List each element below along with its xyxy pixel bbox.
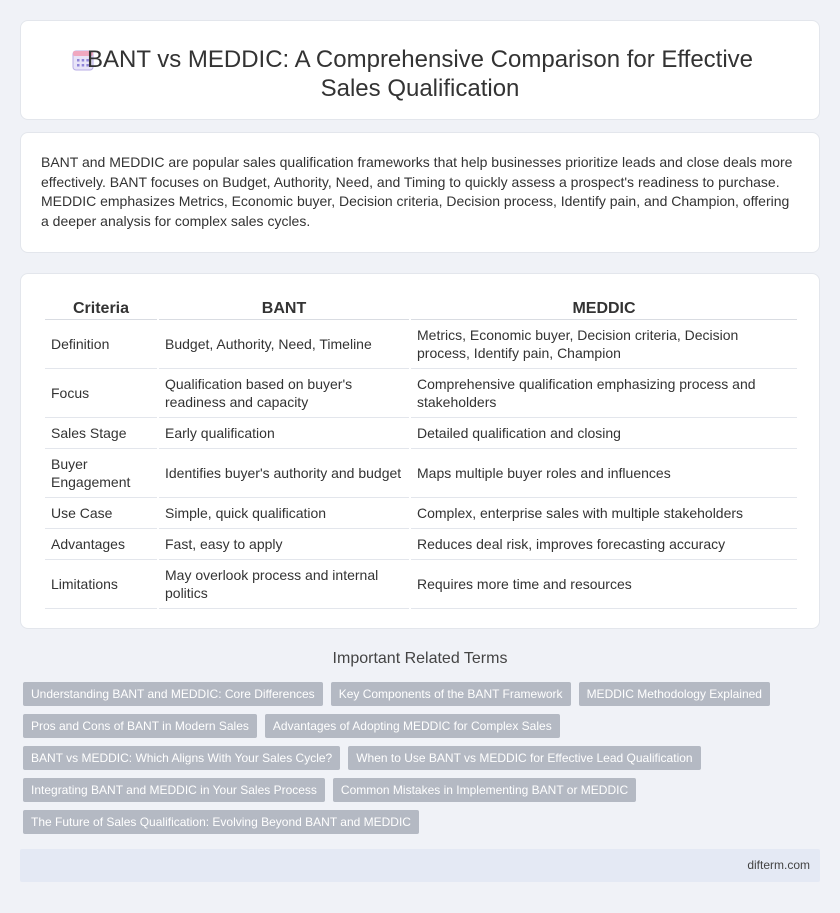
table-row: [45, 418, 797, 449]
criteria-cell: Sales Stage: [45, 418, 157, 449]
related-term-link[interactable]: The Future of Sales Qualification: Evolving Beyond BANT and MEDDIC: [23, 810, 419, 834]
criteria-cell: Advantages: [45, 529, 157, 560]
comparison-table: [43, 294, 799, 609]
table-row: [45, 369, 797, 418]
meddic-cell: Reduces deal risk, improves forecasting accuracy: [411, 529, 797, 560]
meddic-cell: Detailed qualification and closing: [411, 418, 797, 449]
meddic-cell: Requires more time and resources: [411, 560, 797, 609]
table-row: [45, 529, 797, 560]
table-header-row: [45, 294, 797, 320]
table-row: [45, 449, 797, 498]
table-row: [45, 560, 797, 609]
bant-cell: Budget, Authority, Need, Timeline: [159, 320, 409, 369]
related-terms-list: [23, 682, 803, 842]
bant-cell: Early qualification: [159, 418, 409, 449]
criteria-cell: Focus: [45, 369, 157, 418]
page-title: BANT vs MEDDIC: A Comprehensive Comparison for Effective Sales Qualification: [86, 46, 754, 102]
meddic-cell: Metrics, Economic buyer, Decision criteria, Decision process, Identify pain, Champion: [411, 320, 797, 369]
footer: [20, 849, 820, 882]
related-term-link[interactable]: MEDDIC Methodology Explained: [579, 682, 770, 706]
related-term-link[interactable]: When to Use BANT vs MEDDIC for Effective Lead Qualification: [348, 746, 700, 770]
related-term-link[interactable]: Common Mistakes in Implementing BANT or MEDDIC: [333, 778, 636, 802]
related-term-link[interactable]: Pros and Cons of BANT in Modern Sales: [23, 714, 257, 738]
criteria-cell: Use Case: [45, 498, 157, 529]
intro-card: [20, 132, 820, 253]
bant-cell: Identifies buyer's authority and budget: [159, 449, 409, 498]
table-row: [45, 320, 797, 369]
bant-cell: May overlook process and internal politics: [159, 560, 409, 609]
related-term-link[interactable]: Integrating BANT and MEDDIC in Your Sales Process: [23, 778, 325, 802]
bant-cell: Simple, quick qualification: [159, 498, 409, 529]
footer-site-link[interactable]: difterm.com: [747, 858, 810, 872]
related-term-link[interactable]: Key Components of the BANT Framework: [331, 682, 571, 706]
meddic-cell: Maps multiple buyer roles and influences: [411, 449, 797, 498]
related-term-link[interactable]: BANT vs MEDDIC: Which Aligns With Your Sales Cycle?: [23, 746, 340, 770]
title-card: [20, 20, 820, 120]
comparison-card: [20, 273, 820, 629]
related-term-link[interactable]: Understanding BANT and MEDDIC: Core Differences: [23, 682, 323, 706]
bant-cell: Fast, easy to apply: [159, 529, 409, 560]
related-terms-title: Important Related Terms: [332, 650, 508, 667]
meddic-cell: Comprehensive qualification emphasizing process and stakeholders: [411, 369, 797, 418]
criteria-cell: Limitations: [45, 560, 157, 609]
criteria-cell: Definition: [45, 320, 157, 369]
header-bant: BANT: [159, 294, 409, 320]
criteria-cell: Buyer Engagement: [45, 449, 157, 498]
table-row: [45, 498, 797, 529]
bant-cell: Qualification based on buyer's readiness and capacity: [159, 369, 409, 418]
meddic-cell: Complex, enterprise sales with multiple stakeholders: [411, 498, 797, 529]
header-meddic: MEDDIC: [411, 294, 797, 320]
header-criteria: Criteria: [45, 294, 157, 320]
related-term-link[interactable]: Advantages of Adopting MEDDIC for Complex Sales: [265, 714, 560, 738]
intro-paragraph: BANT and MEDDIC are popular sales qualification frameworks that help businesses prioritize leads and close deals more effectively. BANT focuses on Budget, Authority, Need, and Timing to quickly assess a prospect's readiness to purchase. MEDDIC emphasizes Metrics, Economic buyer, Decision criteria, Decision process, Identify pain, and Champion, offering a deeper analysis for complex sales cycles.: [41, 154, 793, 229]
